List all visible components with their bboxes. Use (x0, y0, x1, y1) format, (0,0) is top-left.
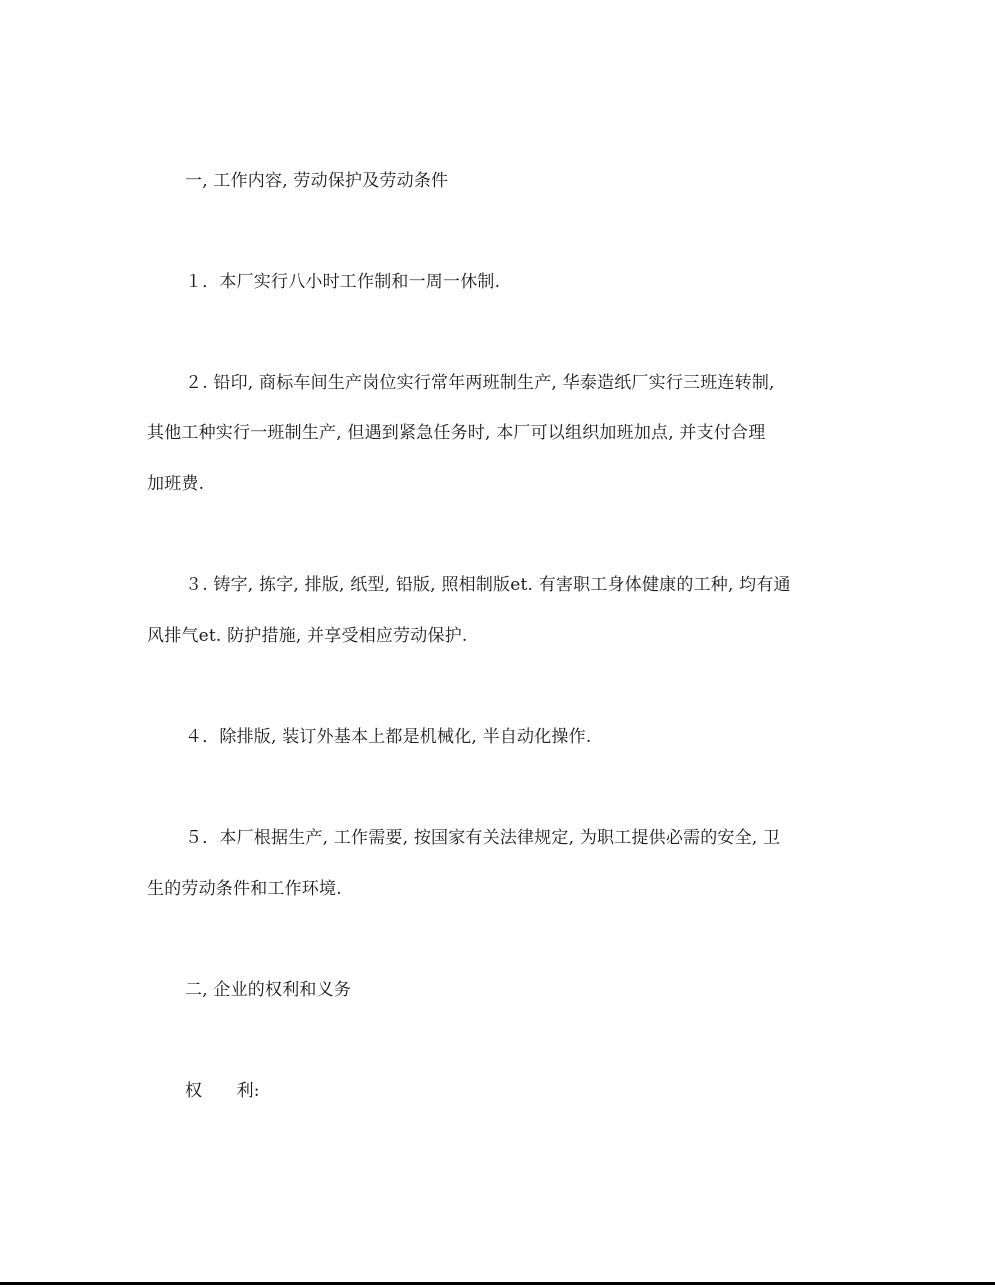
paragraph-item-2-line-1: ２. 铅印, 商标车间生产岗位实行常年两班制生产, 华泰造纸厂实行三班连转制, (185, 373, 775, 393)
page-bottom-rule (0, 1282, 995, 1285)
paragraph-item-2-line-3: 加班费. (147, 474, 205, 494)
paragraph-item-5-line-2: 生的劳动条件和工作环境. (147, 879, 342, 899)
paragraph-item-1: １．本厂实行八小时工作制和一周一休制. (185, 272, 501, 292)
paragraph-item-3-line-2: 风排气et. 防护措施, 并享受相应劳动保护. (147, 626, 468, 646)
section-heading-1: 一, 工作内容, 劳动保护及劳动条件 (185, 171, 449, 191)
paragraph-item-2-line-2: 其他工种实行一班制生产, 但遇到紧急任务时, 本厂可以组织加班加点, 并支付合理 (147, 423, 766, 443)
rights-label: 权 利: (185, 1081, 260, 1101)
paragraph-item-3-line-1: ３. 铸字, 拣字, 排版, 纸型, 铅版, 照相制版et. 有害职工身体健康的工种, 均有通 (185, 575, 791, 595)
section-heading-2: 二, 企业的权利和义务 (185, 980, 352, 1000)
paragraph-item-4: ４．除排版, 装订外基本上都是机械化, 半自动化操作. (185, 727, 592, 747)
paragraph-item-5-line-1: ５．本厂根据生产, 工作需要, 按国家有关法律规定, 为职工提供必需的安全, 卫 (185, 828, 781, 848)
